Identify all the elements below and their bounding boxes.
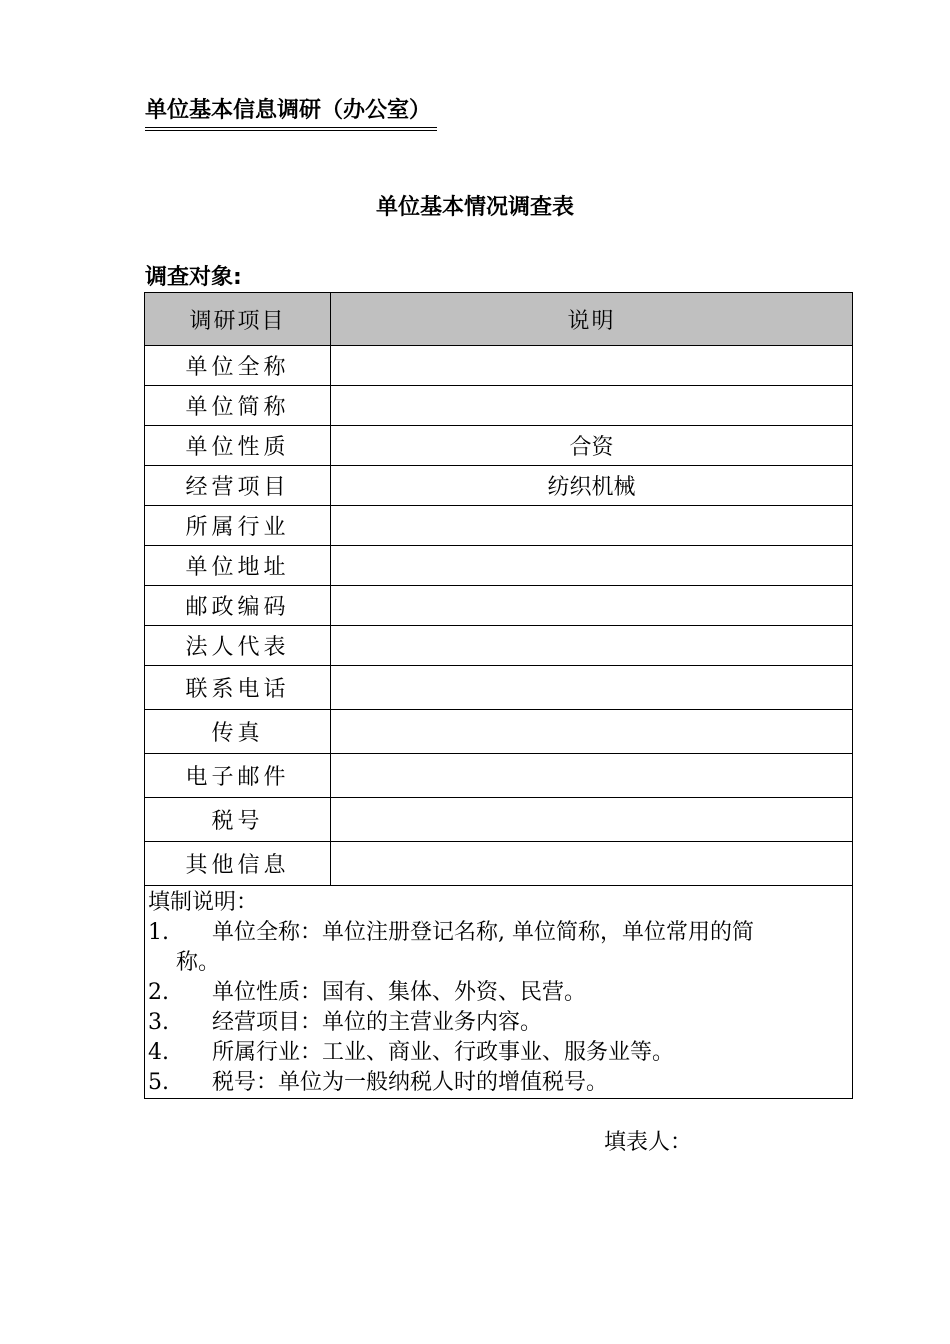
row-value-phone[interactable] bbox=[331, 666, 853, 710]
header-description: 说明 bbox=[331, 293, 853, 346]
note-number: 1. bbox=[148, 920, 169, 945]
form-filler-label: 填表人： bbox=[604, 1130, 693, 1155]
table-row bbox=[145, 666, 853, 710]
notes-heading: 填制说明： bbox=[148, 890, 259, 915]
row-value-address[interactable] bbox=[331, 546, 853, 586]
note-text: 税号：单位为一般纳税人时的增值税号。 bbox=[212, 1070, 609, 1095]
survey-table bbox=[144, 292, 853, 1099]
table-row bbox=[145, 506, 853, 546]
table-row bbox=[145, 346, 853, 386]
row-label-other-info: 其他信息 bbox=[145, 842, 331, 886]
table-header-row bbox=[145, 293, 853, 346]
row-value-postcode[interactable] bbox=[331, 586, 853, 626]
table-row bbox=[145, 798, 853, 842]
table-row bbox=[145, 754, 853, 798]
note-item bbox=[148, 1068, 850, 1098]
note-number: 5. bbox=[148, 1070, 169, 1095]
table-row bbox=[145, 586, 853, 626]
row-label-postcode: 邮政编码 bbox=[145, 586, 331, 626]
row-label-short-name: 单位简称 bbox=[145, 386, 331, 426]
row-label-industry: 所属行业 bbox=[145, 506, 331, 546]
survey-subject-label: 调查对象: bbox=[145, 265, 242, 290]
table-row bbox=[145, 546, 853, 586]
table-row bbox=[145, 386, 853, 426]
row-value-industry[interactable] bbox=[331, 506, 853, 546]
row-value-short-name[interactable] bbox=[331, 386, 853, 426]
note-number: 4. bbox=[148, 1040, 169, 1065]
table-row bbox=[145, 426, 853, 466]
note-item bbox=[148, 1038, 850, 1068]
row-label-full-name: 单位全称 bbox=[145, 346, 331, 386]
row-label-legal-rep: 法人代表 bbox=[145, 626, 331, 666]
notes-row bbox=[145, 886, 853, 1099]
note-text: 所属行业：工业、商业、行政事业、服务业等。 bbox=[212, 1040, 675, 1065]
table-row bbox=[145, 466, 853, 506]
row-value-nature[interactable]: 合资 bbox=[331, 426, 853, 466]
row-value-tax-id[interactable] bbox=[331, 798, 853, 842]
row-label-fax: 传真 bbox=[145, 710, 331, 754]
row-value-other-info[interactable] bbox=[331, 842, 853, 886]
row-value-business[interactable]: 纺织机械 bbox=[331, 466, 853, 506]
filling-instructions bbox=[145, 886, 853, 1099]
document-title: 单位基本信息调研（办公室） bbox=[145, 95, 437, 128]
table-row bbox=[145, 842, 853, 886]
row-label-email: 电子邮件 bbox=[145, 754, 331, 798]
note-item bbox=[148, 978, 850, 1008]
row-label-phone: 联系电话 bbox=[145, 666, 331, 710]
table-row bbox=[145, 710, 853, 754]
row-label-tax-id: 税号 bbox=[145, 798, 331, 842]
row-label-address: 单位地址 bbox=[145, 546, 331, 586]
note-number: 2. bbox=[148, 980, 169, 1005]
row-label-nature: 单位性质 bbox=[145, 426, 331, 466]
note-number: 3. bbox=[148, 1010, 169, 1035]
note-continuation: 称。 bbox=[176, 950, 221, 975]
row-value-email[interactable] bbox=[331, 754, 853, 798]
form-title: 单位基本情况调查表 bbox=[375, 195, 574, 220]
row-value-fax[interactable] bbox=[331, 710, 853, 754]
row-label-business: 经营项目 bbox=[145, 466, 331, 506]
note-text: 单位性质：国有、集体、外资、民营。 bbox=[212, 980, 587, 1005]
row-value-legal-rep[interactable] bbox=[331, 626, 853, 666]
row-value-full-name[interactable] bbox=[331, 346, 853, 386]
note-item bbox=[148, 918, 850, 948]
header-item: 调研项目 bbox=[145, 293, 331, 346]
note-item bbox=[148, 1008, 850, 1038]
note-text: 单位全称：单位注册登记名称, 单位简称，单位常用的简 bbox=[212, 920, 754, 945]
table-row bbox=[145, 626, 853, 666]
note-text: 经营项目：单位的主营业务内容。 bbox=[212, 1010, 543, 1035]
